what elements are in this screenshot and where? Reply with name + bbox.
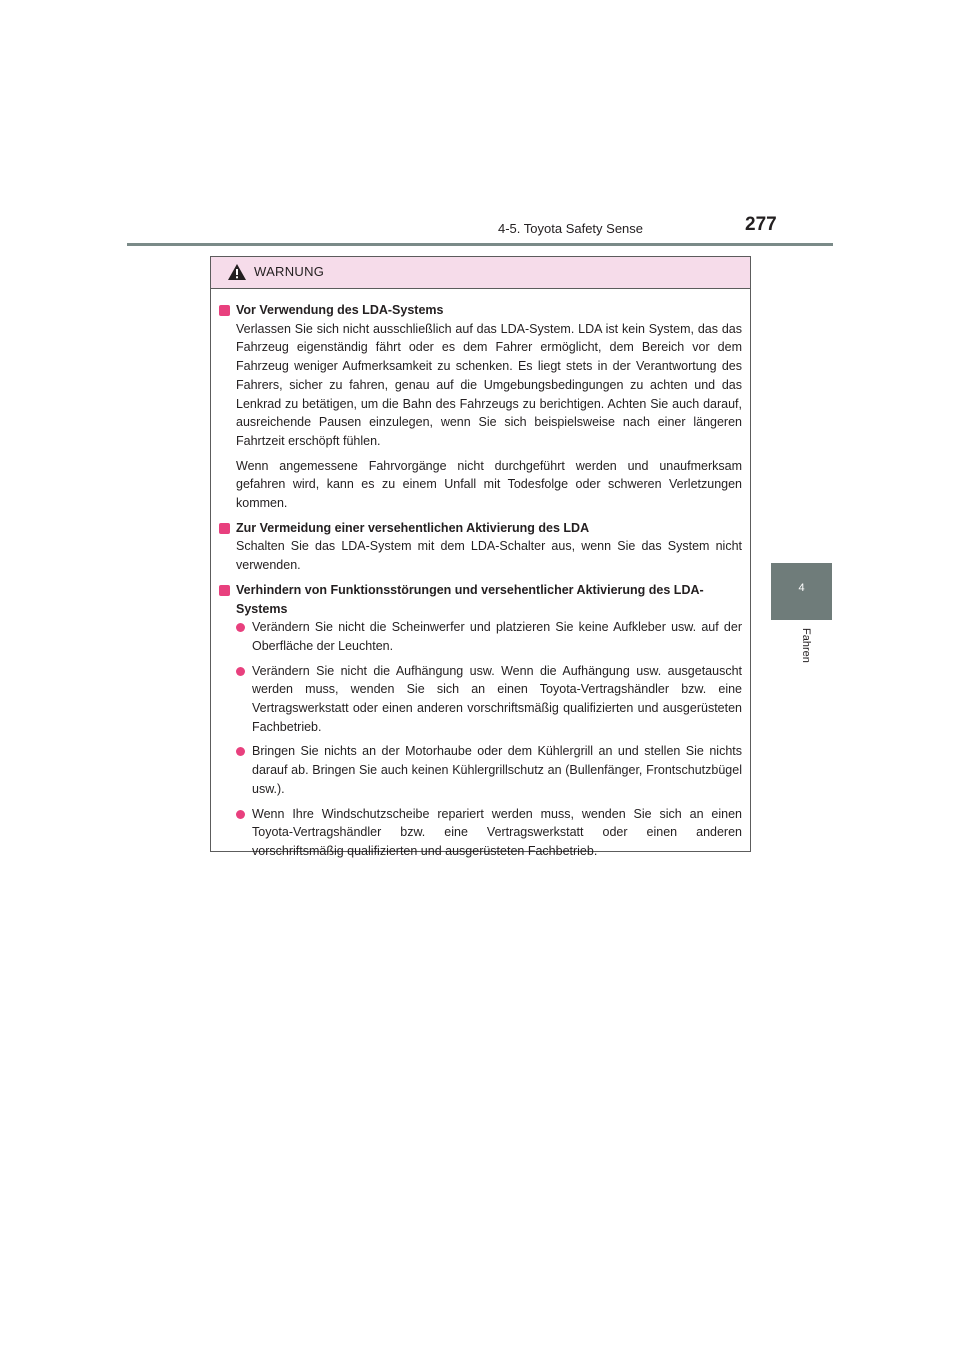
section-title: 4-5. Toyota Safety Sense xyxy=(498,221,644,236)
chapter-number: 4 xyxy=(798,582,805,594)
square-bullet-icon xyxy=(219,523,230,534)
warning-triangle-icon xyxy=(227,263,247,281)
section-heading: Vor Verwendung des LDA-Systems xyxy=(236,303,444,317)
circle-bullet-icon xyxy=(236,747,245,756)
warning-box xyxy=(210,256,751,858)
chapter-tab[interactable] xyxy=(771,563,832,620)
list-item xyxy=(236,742,742,798)
warning-section xyxy=(219,519,742,575)
circle-bullet-icon xyxy=(236,810,245,819)
circle-bullet-icon xyxy=(236,667,245,676)
warning-title: WARNUNG xyxy=(254,264,325,279)
list-item xyxy=(236,662,742,737)
page-number: 277 xyxy=(745,214,777,235)
warning-section xyxy=(219,301,742,513)
paragraph: Wenn angemessene Fahrvorgänge nicht durchgeführt werden und unaufmerksam gefahren wird, kann es zu einem Unfall mit Todesfolge oder schweren Verletzungen kommen. xyxy=(236,458,742,511)
paragraph: Schalten Sie das LDA-System mit dem LDA-Schalter aus, wenn Sie das System nicht verwenden. xyxy=(236,539,742,573)
warning-section xyxy=(219,581,742,861)
section-heading: Zur Vermeidung einer versehentlichen Aktivierung des LDA xyxy=(236,520,590,535)
warning-header xyxy=(211,257,750,289)
chapter-label: Fahren xyxy=(800,628,812,663)
list-item-text: Verändern Sie nicht die Aufhängung usw. Wenn die Aufhängung usw. ausgetauscht werden muss, wenden Sie sich an einen Toyota-Vertragshändler bzw. eine Vertragswerkstatt oder einen anderen vorschriftsmäßig qualifizierten und ausgerüsteten Fachbetrieb. xyxy=(252,663,742,734)
square-bullet-icon xyxy=(219,585,230,596)
list-item xyxy=(236,618,742,655)
list-item xyxy=(236,805,742,861)
header-divider xyxy=(127,243,833,246)
list-item-text: Bringen Sie nichts an der Motorhaube oder dem Kühlergrill an und stellen Sie nichts darauf ab. Bringen Sie auch keinen Kühlergrillschutz an (Bullenfänger, Frontschutzbügel usw.). xyxy=(252,744,742,796)
square-bullet-icon xyxy=(219,305,230,316)
list-item-text: Verändern Sie nicht die Scheinwerfer und platzieren Sie keine Aufkleber usw. auf der Oberfläche der Leuchten. xyxy=(252,620,742,653)
list-item-text: Wenn Ihre Windschutzscheibe repariert werden muss, wenden Sie sich an einen Toyota-Vertragshändler bzw. eine Vertragswerkstatt oder einen anderen vorschriftsmäßig qualifizierten und ausgerüsteten Fachbetrieb. xyxy=(252,806,742,858)
section-heading: Verhindern von Funktionsstörungen und versehentlicher Aktivierung des LDA-Systems xyxy=(236,582,704,616)
paragraph: Verlassen Sie sich nicht ausschließlich auf das LDA-System. LDA ist kein System, das das Fahrzeug eigenständig fährt oder es dem Fahrer ermöglicht, dem Bereich vor dem Fahrzeug weniger Aufmerksamkeit zu schenken. Es liegt stets in der Verantwortung des Fahrers, sicher zu fahren, genau auf die Umgebungsbedingungen zu achten und das Lenkrad zu betätigen, um die Bahn des Fahrzeugs zu berichtigen. Achten Sie auch darauf, ausreichende Pausen einzulegen, wenn Sie sich beispielsweise nach einer längeren Fahrtzeit erschöpft fühlen. xyxy=(236,321,742,448)
circle-bullet-icon xyxy=(236,623,245,632)
warning-content xyxy=(211,289,750,861)
